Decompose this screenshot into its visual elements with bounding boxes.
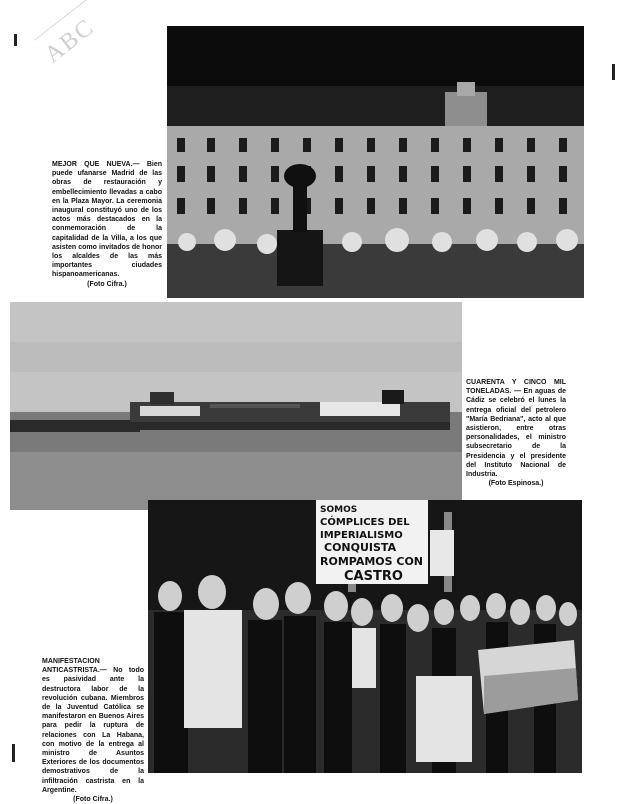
tanker-caption-body: En aguas de Cádiz se celebró el lunes la entrega oficial del petrolero "María Bedriana", acto al que asistieron, entre otras personalidades, el ministro subsecretario de la Presidencia y el presidente del Instituto Nacional de Industria. [466, 388, 567, 479]
protest-caption-lead: MANIFESTACION ANTICASTRISTA.— [42, 658, 107, 675]
tanker-photo [10, 302, 462, 510]
tanker-photo-credit: (Foto Espinosa.) [488, 480, 544, 488]
protest-caption-body: No todo es pasividad ante la destructora labor de la revolución cubana. Miembros de la Juventud Católica se manifestaron en Buenos Aires para pedir la ruptura de relaciones con La Habana, con motivo de la entrega al ministro de Asuntos Exteriores de los documentos demostrativos de la infiltración castrista en la Argentine. [42, 667, 144, 794]
protest-photo [148, 500, 582, 773]
plaza-mayor-photo [167, 26, 584, 298]
protest-photo-credit: (Foto Cifra.) [73, 796, 113, 804]
sign-line-5: ROMPAMOS CON [320, 555, 424, 568]
sign-line-3: IMPERIALISMO [320, 530, 403, 541]
tanker-caption [466, 378, 566, 488]
protest-caption [42, 657, 144, 804]
plaza-photo-credit: (Foto Cifra.) [87, 280, 127, 288]
sign-line-6: CASTRO [344, 569, 403, 584]
sign-line-4: CONQUISTA [324, 541, 397, 554]
left-margin-mark-top [14, 34, 17, 46]
abc-watermark: ABC [40, 13, 100, 69]
sign-line-1: SOMOS [320, 505, 358, 515]
right-margin-mark [612, 64, 615, 80]
sign-line-2: CÓMPLICES DEL [320, 517, 410, 528]
tanker-caption-lead: CUARENTA Y CINCO MIL TONELADAS. — [466, 379, 566, 396]
plaza-caption-lead: MEJOR QUE NUEVA.— [52, 161, 140, 168]
plaza-caption-body: Bien puede ufanarse Madrid de las obras de restauración y embellecimiento llevadas a cabo en la Plaza Mayor. La ceremonia inaugural constituyó uno de los actos más destacados en la conmemoración de la capitalidad de la Villa, a los que asisten como invitados de honor los alcaldes de las más importantes ciudades hispanoamericanas. [52, 161, 162, 279]
left-margin-mark-bottom [12, 744, 15, 762]
plaza-caption [52, 160, 162, 289]
